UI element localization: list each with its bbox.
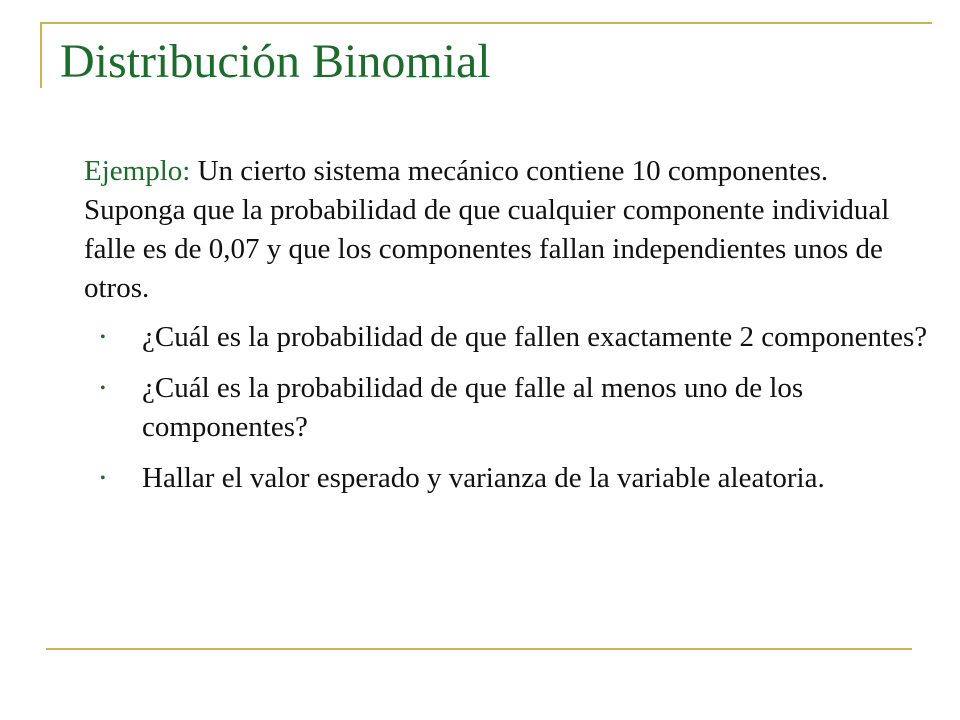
question-text: ¿Cuál es la probabilidad de que fallen exactamente 2 componentes? xyxy=(142,321,928,353)
list-item xyxy=(84,318,934,357)
example-text: Un cierto sistema mecánico contiene 10 componentes. Suponga que la probabilidad de que cualquier componente individual falle es de 0,07 y que los componentes fallan independientes unos de otros. xyxy=(84,155,890,304)
bullet-icon: • xyxy=(100,329,106,346)
top-rule xyxy=(40,22,932,24)
question-text: Hallar el valor esperado y varianza de la variable aleatoria. xyxy=(142,462,825,494)
example-paragraph xyxy=(84,152,934,308)
question-text: ¿Cuál es la probabilidad de que falle al menos uno de los componentes? xyxy=(142,372,804,443)
list-item xyxy=(84,369,934,447)
example-label: Ejemplo: xyxy=(84,155,191,187)
left-rule xyxy=(40,22,42,88)
question-list xyxy=(84,318,934,498)
bottom-rule xyxy=(46,648,912,650)
bullet-icon: • xyxy=(100,470,106,487)
slide-title: Distribución Binomial xyxy=(60,35,491,88)
bullet-icon: • xyxy=(100,380,106,397)
slide-body xyxy=(84,152,934,510)
list-item xyxy=(84,459,934,498)
